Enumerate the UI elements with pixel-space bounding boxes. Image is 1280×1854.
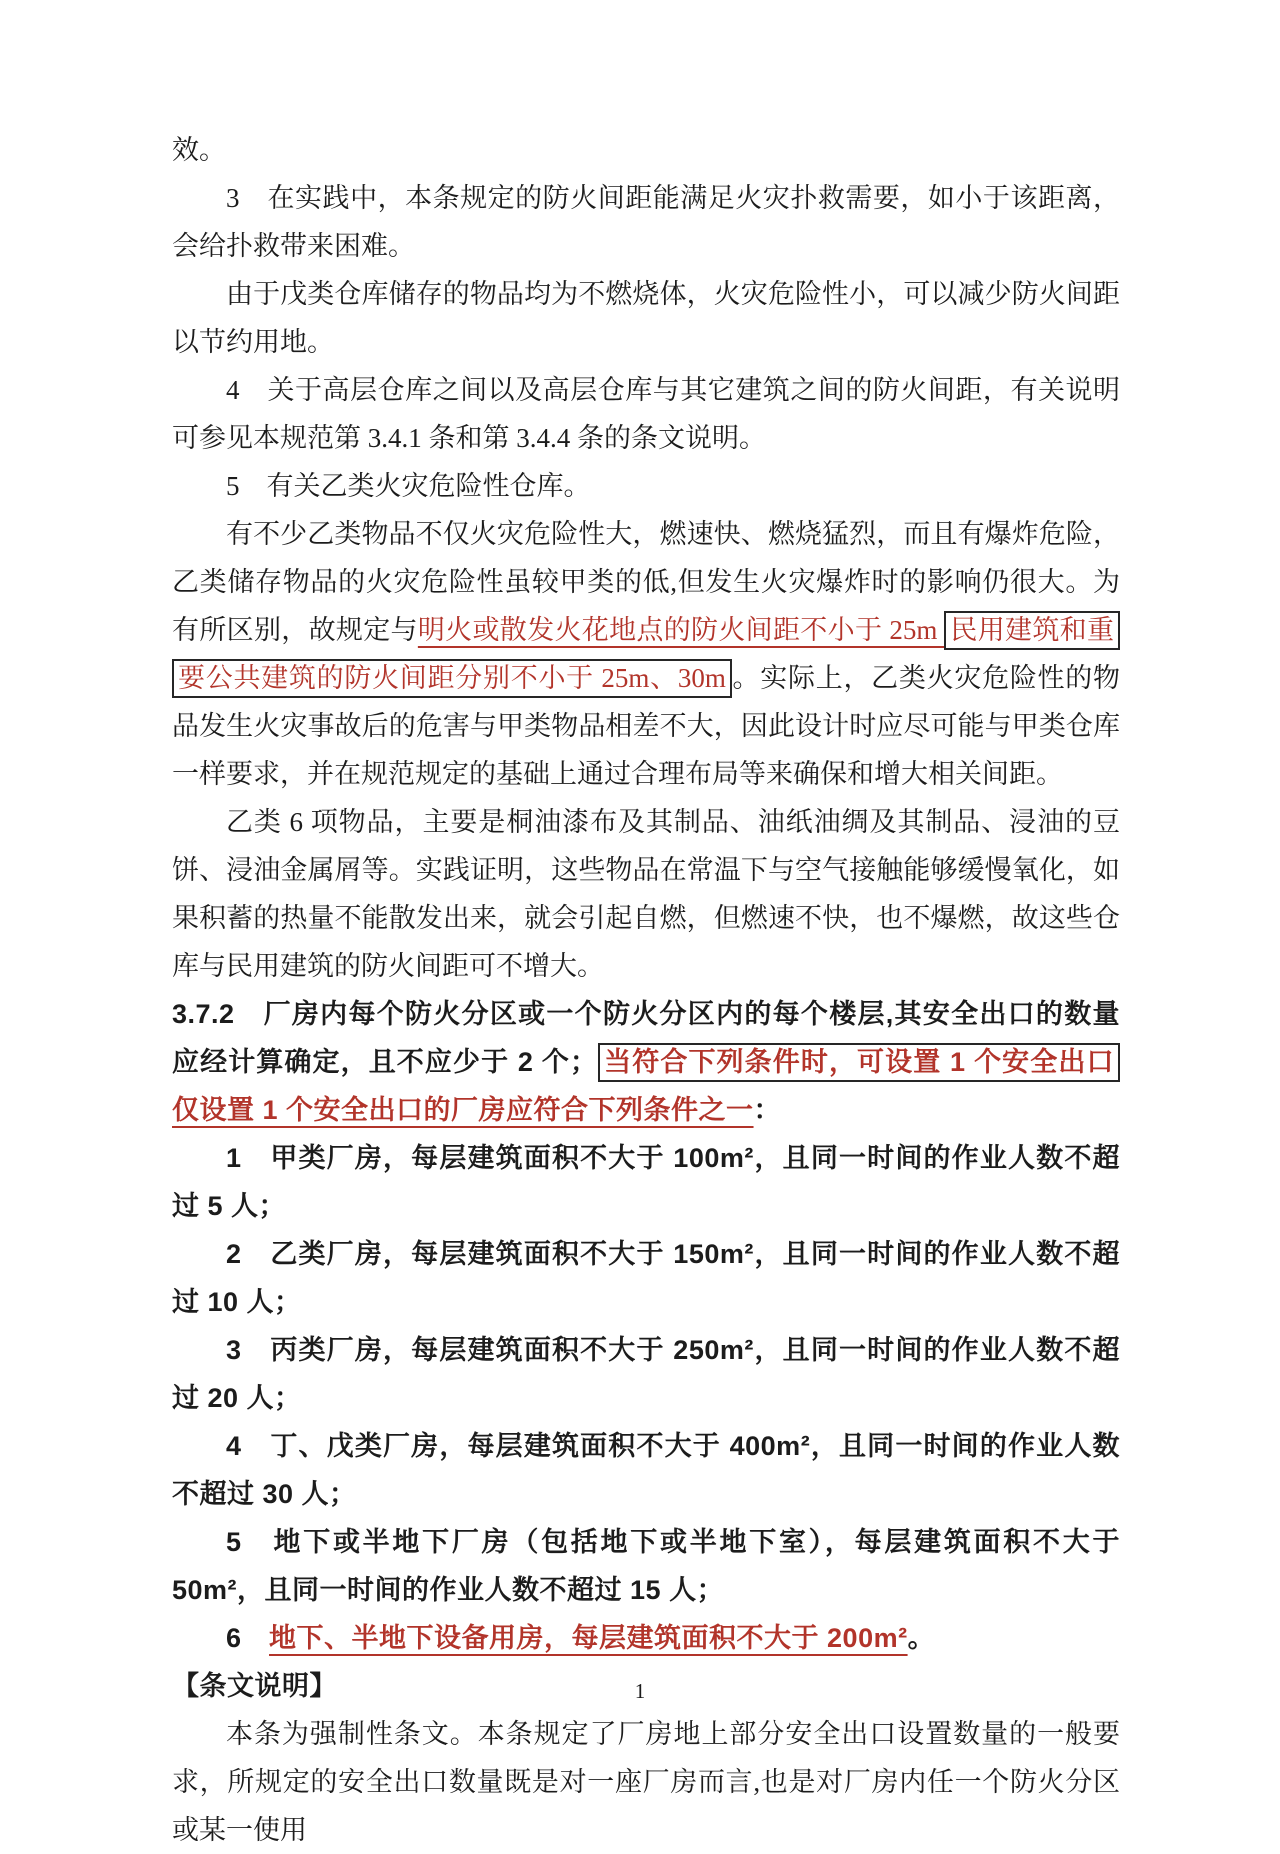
list-item-1: 1 甲类厂房，每层建筑面积不大于 100m²，且同一时间的作业人数不超过 5 人； (172, 1143, 1120, 1221)
list-item-2: 2 乙类厂房，每层建筑面积不大于 150m²，且同一时间的作业人数不超过 10 人； (172, 1239, 1120, 1317)
paragraph-yilei-6-items: 乙类 6 项物品，主要是桐油漆布及其制品、油纸油绸及其制品、浸油的豆饼、浸油金属屑等。实践证明，这些物品在常温下与空气接触能够缓慢氧化，如果积蓄的热量不能散发出来，就会引起自燃，但燃速不快，也不爆燃，故这些仓库与民用建筑的防火间距可不增大。 (172, 807, 1120, 981)
explanation-header: 【条文说明】 (172, 1671, 337, 1701)
explanation-body: 本条为强制性条文。本条规定了厂房地上部分安全出口设置数量的一般要求，所规定的安全出口数量既是对一座厂房而言,也是对厂房内任一个防火分区或某一使用 (172, 1719, 1120, 1845)
red-underlined-text: 地下、半地下设备用房，每层建筑面积不大于 200m² (269, 1623, 908, 1653)
body-text-run: 。实际上，乙类火灾危险性的物品发生火灾事故后的危害与甲类物品相差不大，因此设计时应尽可能与甲类仓库一样要求，并在规范规定的基础上通过合理布局等来确保和增大相关间距。 (172, 663, 1120, 789)
list-item-period: 。 (907, 1623, 936, 1653)
list-item-3: 3 丙类厂房，每层建筑面积不大于 250m²，且同一时间的作业人数不超过 20 人； (172, 1335, 1120, 1413)
paragraph-item-4: 4 关于高层仓库之间以及高层仓库与其它建筑之间的防火间距，有关说明可参见本规范第 3.4.1 条和第 3.4.4 条的条文说明。 (172, 375, 1120, 453)
red-boxed-text: 当符合下列条件时，可设置 1 个安全出口 (598, 1043, 1120, 1082)
red-underlined-text: 仅设置 1 个安全出口的厂房应符合下列条件之一 (172, 1095, 754, 1125)
paragraph-yilei-danger (172, 510, 1120, 798)
body-text-run: 有不少乙类物品不仅火灾危险性大，燃速快、燃烧猛烈，而且有爆炸危险，乙类储存物品的火灾危险性虽较甲类的低,但发生火灾爆炸时的影响仍很大。为有所区别，故规定与 (172, 519, 1120, 645)
clause-text-run: 3.7.2 厂房内每个防火分区或一个防火分区内的每个楼层,其安全出口的数量应经计算确定，且不应少于 2 个； (172, 999, 1120, 1077)
list-item-number: 6 (226, 1623, 270, 1653)
red-underlined-text: 明火或散发火花地点的防火间距不小于 25m (417, 615, 945, 645)
paragraph-item-3: 3 在实践中，本条规定的防火间距能满足火灾扑救需要，如小于该距离，会给扑救带来困难。 (172, 183, 1120, 261)
list-item-6 (172, 1614, 1120, 1662)
clause-3-7-2 (172, 990, 1120, 1134)
paragraph-wu-storage: 由于戊类仓库储存的物品均为不燃烧体，火灾危险性小，可以减少防火间距以节约用地。 (172, 279, 1120, 357)
clause-text-run: ： (753, 1095, 782, 1125)
red-boxed-text: 民用建筑和重要公共建筑的防火间距分别不小于 25m、30m (172, 611, 1120, 698)
list-item-4: 4 丁、戊类厂房，每层建筑面积不大于 400m²，且同一时间的作业人数不超过 30 人； (172, 1431, 1120, 1509)
list-item-5: 5 地下或半地下厂房（包括地下或半地下室），每层建筑面积不大于 50m²，且同一时间的作业人数不超过 15 人； (172, 1527, 1120, 1605)
paragraph-item-5: 5 有关乙类火灾危险性仓库。 (226, 471, 591, 501)
paragraph-tail: 效。 (172, 135, 226, 165)
page-number: 1 (634, 1679, 646, 1703)
